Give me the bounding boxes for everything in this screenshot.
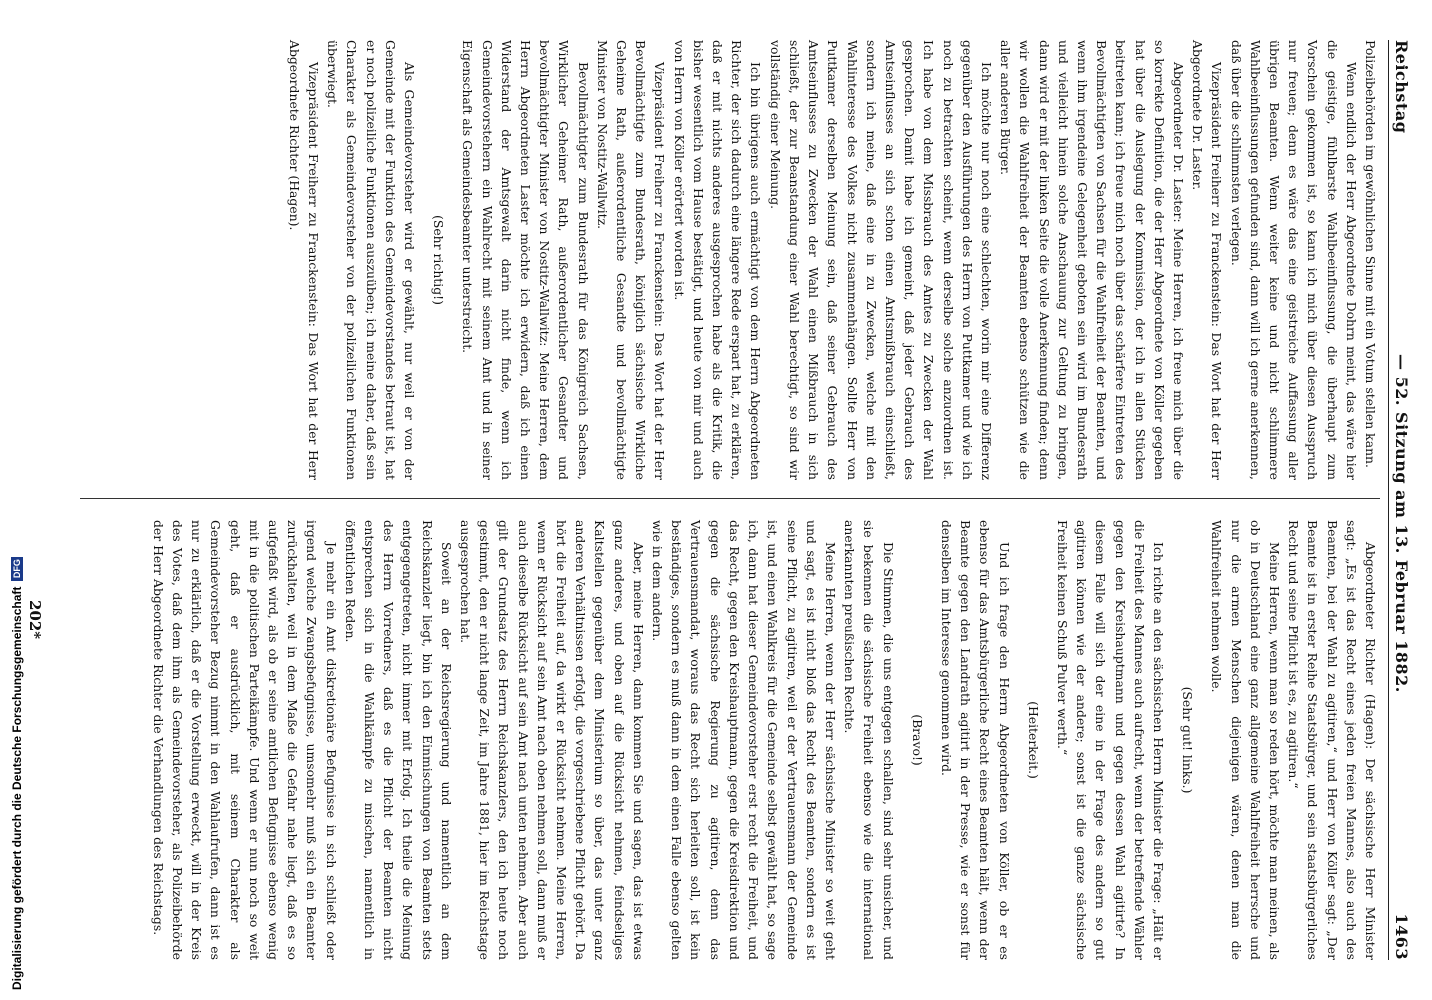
paragraph: Bevollmächtigter zum Bundesrath für das Königreich Sachsen, Wirklicher Geheimer Rath, außerordentlicher Gesandter und bevollmächtigter Minister von Nostitz-Wallwitz: Meine Herren, dem Herrn Abgeordneten Laster möchte ich erwidern, daß ich einen Widerstand der Amtsgewalt darin nicht finde, wenn ich Gemeindevorstehern ein Wahlrecht mit seinem Amt und in seiner Eigenschaft als Gemeindesbeamter unterstreicht. [460, 40, 591, 480]
interjection: (Heiterkeit.) [1025, 701, 1041, 779]
paragraph: Meine Herren, wenn man so reden hört, möchte man meinen, als ob in Deutschland eine ganz allgemeine Wahlfreiheit herrsche und nur die armen Menschen diejenigen wären, denen man die Wahlfreiheit nehmen wolle. [1209, 520, 1282, 960]
header-center: — 52. Sitzung am 13. Februar 1882. [1392, 354, 1412, 693]
paragraph: Vizepräsident Freiherr zu Franckenstein: Das Wort hat der Herr Bevollmächtigte zum Bundesrath, königlich sächsische Wirkliche Geheime Rath, außerordentliche Gesandte und bevollmächtigte Minister von Nostitz-Wallwitz. [594, 40, 668, 480]
interjection: (Bravo!) [909, 714, 925, 766]
interjection: (Sehr richtig!) [431, 215, 447, 305]
paragraph: Wenn endlich der Herr Abgeordnete Dohrn meint, das wäre hier die geistige, fühlbarste Wahlbeeinflussung, die überhaupt zum Vorschein gekommen ist, so kann ich mich über diesen Ausspruch nur freuen; denn es wäre das eine geistreiche Auffassung aller übrigen Beamten. Wenn weiter keine und nicht schlimmere Wahlbeeinflussungen gefunden sind, dann will ich gerne anerkennen, daß über die schlimmsten verlegen. [1228, 40, 1359, 480]
left-column [285, 40, 1380, 480]
paragraph: Aber, meine Herren, dann kommen Sie und sagen, das ist etwas ganz anderes, und oben auf die Rücksicht nehmen, feindseliges Kaltstellen gegenüber dem Ministerium so über, das unter ganz anderen Verhältnissen erfolgt, die vorgeschriebene Pflicht gehört. Da hört die Freiheit auf, da wirkt er Rücksicht nehmen. Meine Herren, wenn er Rücksicht auf sein Amt nach oben nehmen soll, dann muß er auch dieselbe Rücksicht auf sein Amt nach unten nehmen. Aber auch gilt der Grundsatz des Herrn Reichskanzlers, den ich heute noch gestimmt, den er nicht lange Zeit, im Jahre 1881, hier im Reichstage ausgesprochen hat. [458, 520, 646, 960]
paragraph: Je mehr ein Amt diskretionäre Befugnisse in sich schließt oder irgend welche Zwangsbefugnisse, umsomehr muß sich ein Beamter zurückhalten, weil in dem Maße die Gefahr nahe liegt, daß es so aufgefaßt wird, als ob er seine amtlichen Befugnisse ebenso wenig mit in die politischen Parteikämpfe. Und wenn er nun noch so weit geht, daß er ausdrücklich, mit seinem Charakter als Gemeindevorsteher Bezug nimmt in den Wahlaufrufen, dann ist es nur zu erklärlich, daß er die Vorstellung erweckt, will in der Kreis des Votes, daß dem ihm als Gemeindevorsteher, als Polizeibehörde der Herr Abgeordnete Richter die Verhandlungen des Reichstags. [150, 520, 339, 960]
paragraph: Ich richte an den sächsischen Herrn Minister die Frage: „Hält er die Freiheit des Mannes auch aufrecht, wenn der betreffende Wähler gegen den Kreishauptmann und gegen dessen Wahl agitirte? In diesem Falle will sich der eine in der Frage des andern so gut agitiren können wie der andere; sonst ist die ganze sächsische Freiheit keinen Schuß Pulver werth.“ [1054, 520, 1166, 960]
paragraph: Vizepräsident Freiherr zu Franckenstein: Das Wort hat der Herr Abgeordnete Dr. Laster. [1190, 40, 1225, 480]
header-rule [1388, 40, 1389, 960]
paragraph: Als Gemeindevorsteher wird er gewählt, nur weil er von der Gemeinde mit der Funktion des Gemeindevorstandes betraut ist, hat er noch polizeiliche Funktionen auszuüben; ich meine daher, daß sein Charakter als Gemeindevorsteher von der polizeilichen Funktionen überwiegt. [325, 40, 418, 480]
column-divider [80, 498, 1380, 499]
interjection: (Sehr gut! links.) [1180, 686, 1196, 794]
right-column [149, 520, 1380, 960]
page-number: 1463 [1392, 913, 1412, 960]
dfg-logo-icon: DFG [11, 557, 23, 581]
page-signature: 202* [26, 600, 44, 640]
paragraph: Ich bin übrigens auch ermächtigt von dem Herrn Abgeordneten Richter, der sich dadurch eine längere Rede erspart hat, zu erklären, daß er mit nichts anderes ausgesprochen habe als die Kritik, die bisher wesentlich vom Hause bestätigt, und heute von mir und auch von Herrn von Köller erörtert worden ist. [671, 40, 764, 480]
paragraph: Meine Herren, wenn der Herr sächsische Minister so weit geht und sagt, es ist nicht bloß das Recht des Beamten, sondern es ist seine Pflicht, zu agitiren, weil er der Vertrauensmann der Gemeinde ist, und einen Wahlkreis für die Gemeinde selbst gewählt hat, so sage ich, dann hat dieser Gemeindevorsteher erst recht die Freiheit, und das Recht, gegen den Kreishauptmann, gegen die Kreisdirektion und gegen die sächsische Regierung zu agitiren, denn das Vertrauensmandat, woraus das Recht sich herleiten soll, ist kein beständiges, sondern es muß dann in dem einen Falle ebenso gelten wie in dem andern. [650, 520, 838, 960]
header-left: Reichstag [1392, 40, 1412, 134]
funding-text: Digitalisierung gefördert durch die Deutsche Forschungsgemeinschaft [10, 586, 24, 990]
running-header [1390, 40, 1414, 960]
paragraph: Ich möchte nur noch eine schlechten, worin mir eine Differenz gegenüber den Ausführungen des Herrn von Puttkamer und wie ich noch zu betrachten scheint, wenn derselbe solche anzuordnen ist. Ich habe von dem Missbrauch des Amtes zu Zwecken der Wahl gesprochen. Damit habe ich gemeint, daß jeder Gebrauch des Amtseinflusses an sich schon einen Amtsmißbrauch einschließt, sondern ich meine, daß eine in zu Zwecken, welche mit den Wahlinteresse des Volkes nicht zusammenhängen. Sollte Herr von Puttkamer derselben Meinung sein, daß seiner Gebrauch des Amtseinflusses zu Zwecken der Wahl einen Mißbrauch in sich schließt, der zur Beanstandung einer Wahl berechtigt, so sind wir vollständig einer Meinung. [767, 40, 994, 480]
paragraph: Die Stimmen, die uns entgegen schallen, sind sehr unsicher, und sie bekennen die sächsische Freiheit ebenso wie die international anerkannten preußischen Rechte. [842, 520, 896, 960]
paragraph: Soweit an der Reichsregierung und namentlich an dem Reichskanzler liegt, bin ich den Einmischungen von Beamten stets entgegengetreten, nicht immer mit Erfolg. Ich theile die Meinung des Herrn Vorredners, daß es die Pflicht der Beamten nicht entsprechen sich in die Wahlkämpfe zu mischen, namentlich in öffentlichen Reden. [342, 520, 454, 960]
paragraph: Und ich frage den Herrn Abgeordneten von Köller, ob er es ebenso für das Amtsbürgerliche Recht eines Beamten hält, wenn der Beamte gegen den Landrath agitirt in der Presse, wie er sonst für denselben im Interesse genommen wird. [938, 520, 1012, 960]
paragraph: Abgeordneter Dr. Laster: Meine Herren, ich freue mich über die so korrekte Definition, die der Herr Abgeordnete von Köller gegeben hat über die Auslegung der Kommission, der ich in allen Stücken beitreten kann; ich freue mich noch über das schärfere Eintreten des Bevollmächtigten von Sachsen für die Wahlfreiheit der Beamten, und wenn ihm irgendeine Gelegenheit geboten sein wird im Bundesrath und vielleicht hinein solche Anschauung zur Geltung zu bringen, dann wird er mit der linken Seite die volle Anerkennung finden; denn wir wollen die Wahlfreiheit der Beamten ebenso schützen wie die aller anderen Bürger. [998, 40, 1186, 480]
paragraph: Vizepräsident Freiherr zu Franckenstein: Das Wort hat der Herr Abgeordnete Richter (Hagen). [286, 40, 322, 480]
paragraph: Polizeibehörden im gewöhnlichen Sinne mit ein Votum stellen kann. [1363, 40, 1378, 468]
paragraph: Abgeordneter Richter (Hagen): Der sächsische Herr Minister sagt: „Es ist das Recht eines jeden freien Mannes, also auch des Beamten, bei der Wahl zu agitiren,“ und Herr von Köller sagt: „Der Beamte ist in erster Reihe Staatsbürger, und sein staatsbürgerliches Recht und seine Pflicht ist es, zu agitiren.“ [1286, 520, 1378, 960]
